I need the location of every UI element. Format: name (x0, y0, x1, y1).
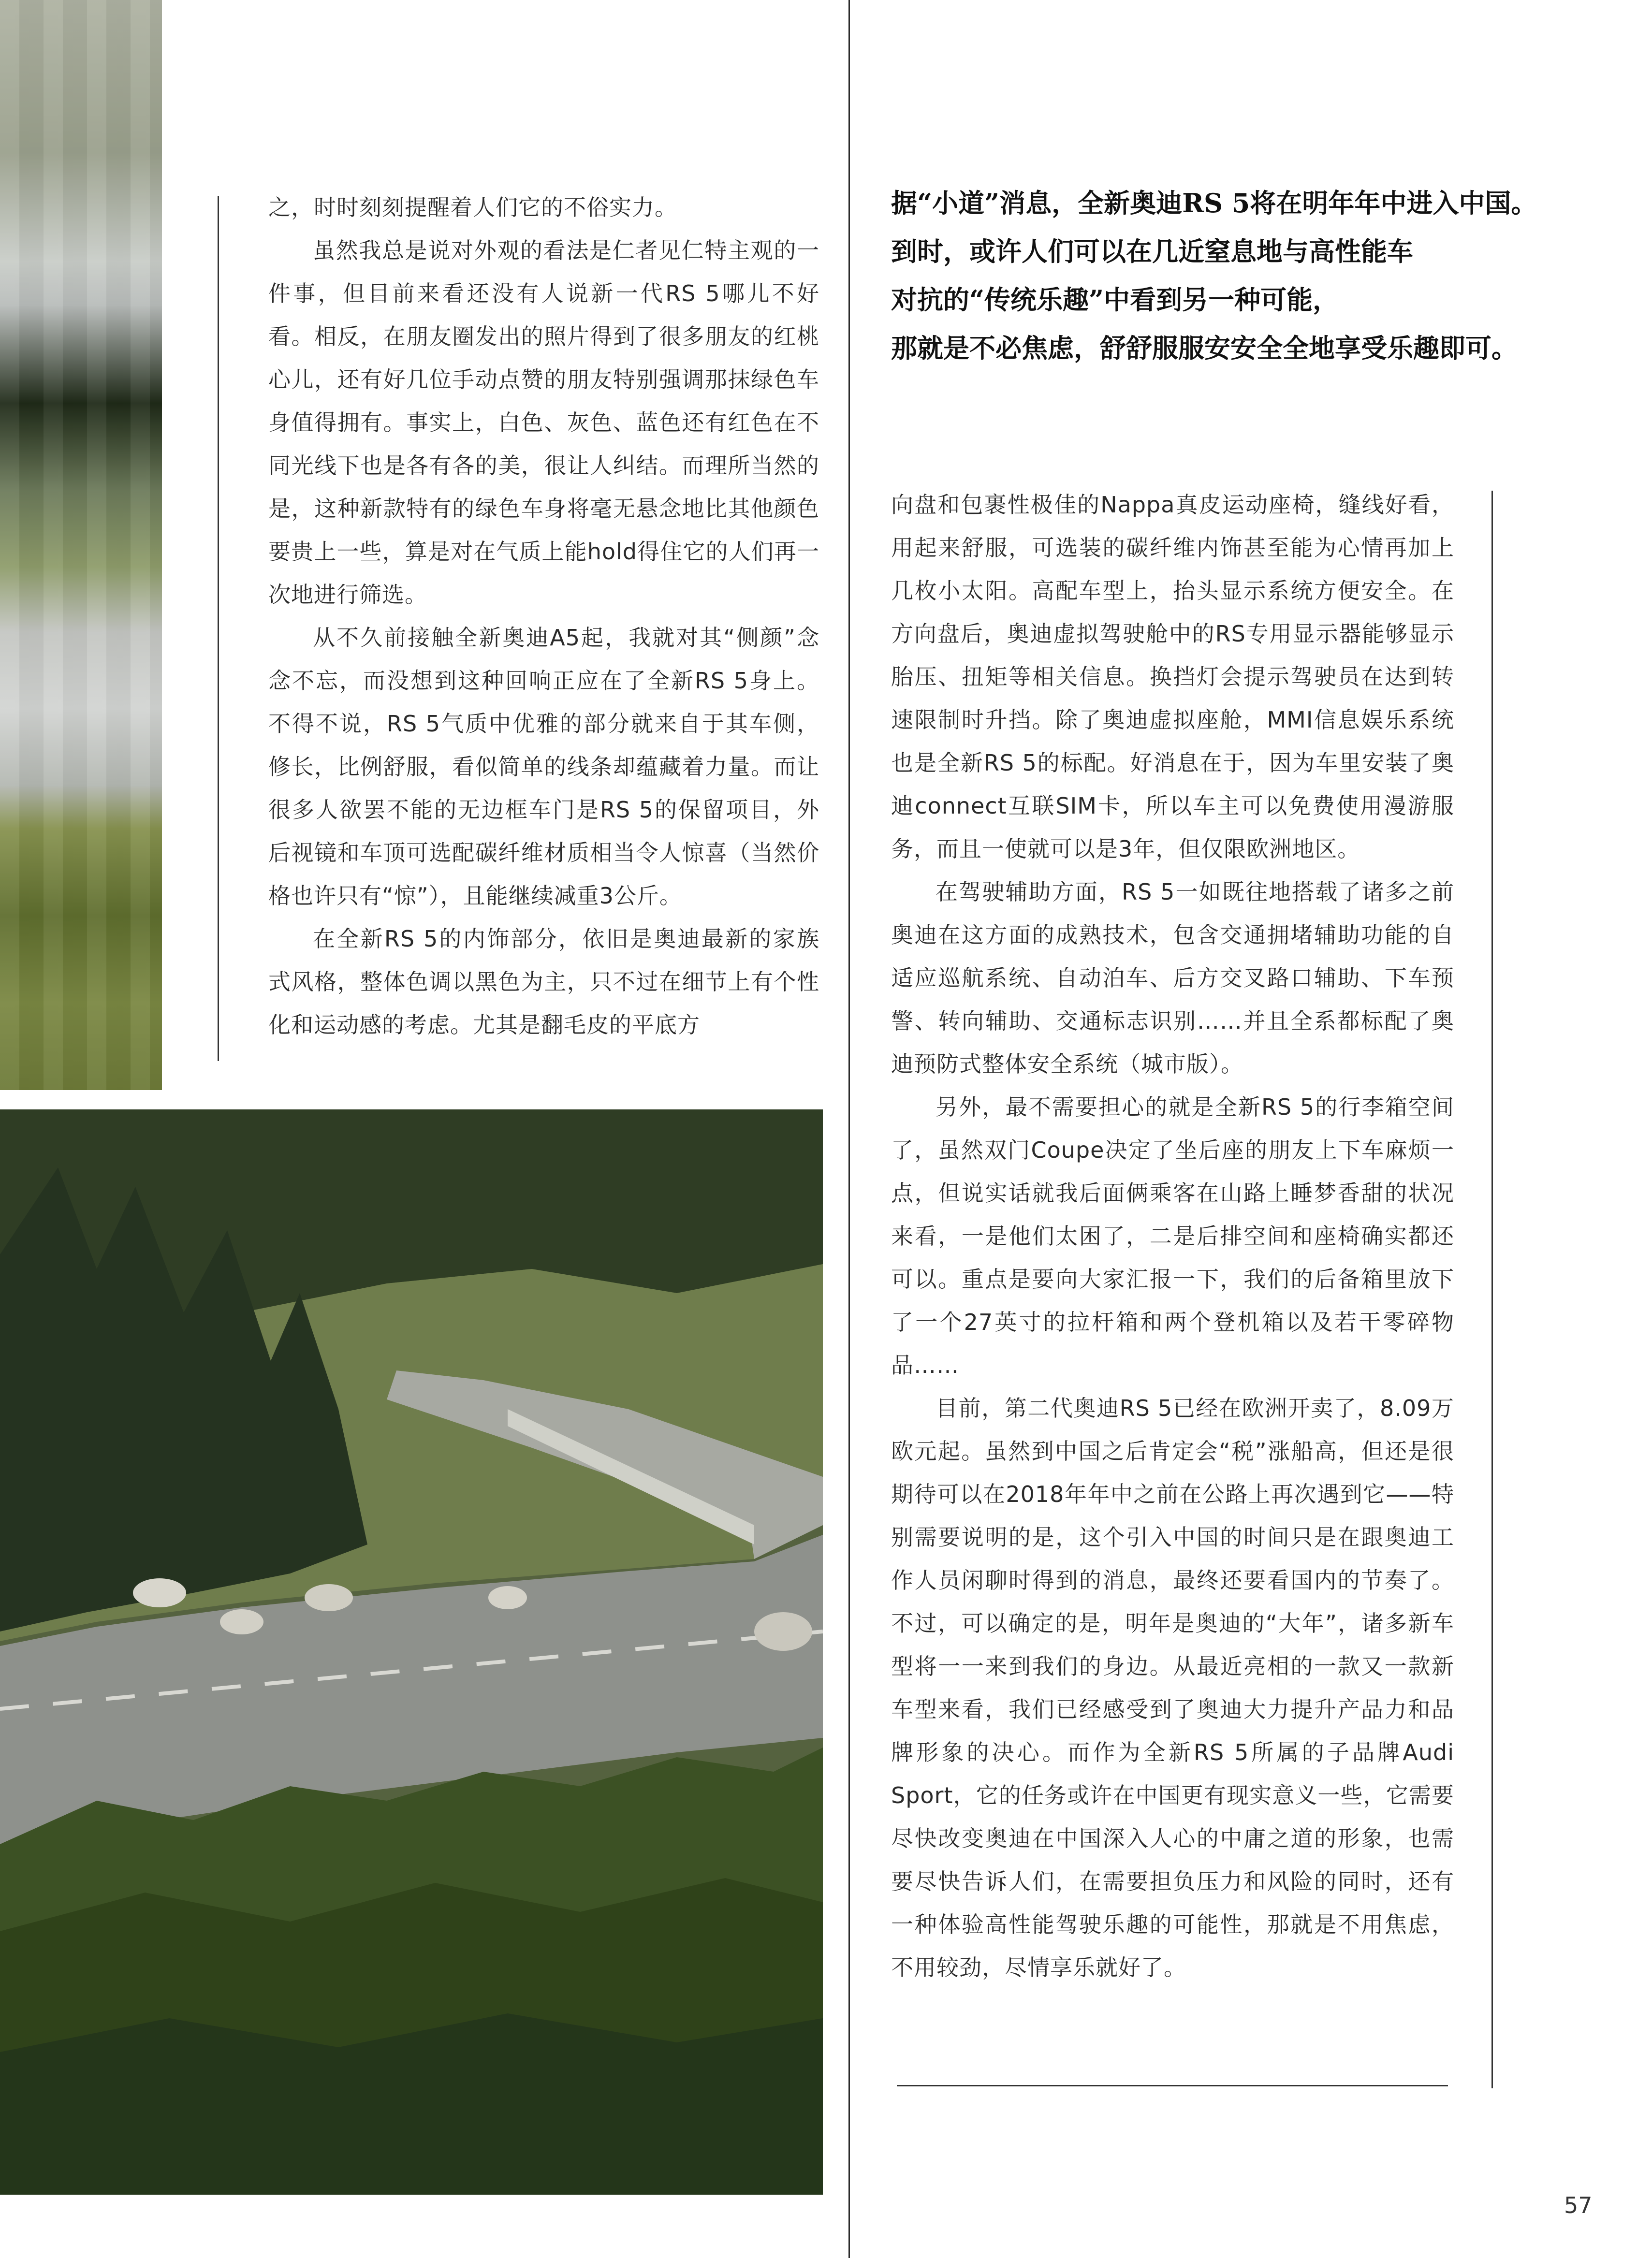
left-text-column (268, 186, 819, 1047)
pull-quote-line-3: 对抗的“传统乐趣”中看到另一种可能， (891, 284, 1339, 315)
right-paragraph-4: 目前，第二代奥迪RS 5已经在欧洲开卖了，8.09万欧元起。虽然到中国之后肯定会“税”涨船高，但还是很期待可以在2018年年中之前在公路上再次遇到它——特别需要说明的是，这个引入中国的时间只是在跟奥迪工作人员闲聊时得到的消息，最终还要看国内的节奏了。不过，可以确定的是，明年是奥迪的“大年”，诸多新车型将一一来到我们的身边。从最近亮相的一款又一款新车型来看，我们已经感受到了奥迪大力提升产品力和品牌形象的决心。而作为全新RS 5所属的子品牌Audi Sport，它的任务或许在中国更有现实意义一些，它需要尽快改变奥迪在中国深入人心的中庸之道的形象，也需要尽快告诉人们，在需要担负压力和风险的同时，还有一种体验高性能驾驶乐趣的可能性，那就是不用焦虑，不用较劲，尽情享乐就好了。 (891, 1395, 1454, 1981)
pull-quote-line-1: 据“小道”消息，全新奥迪RS 5将在明年年中进入中国。 (891, 188, 1537, 219)
bottom-rule (897, 2085, 1448, 2086)
left-paragraph-1: 之，时时刻刻提醒着人们它的不俗实力。 (268, 194, 677, 220)
page-gutter-rule (848, 0, 850, 2258)
pull-quote-line-4: 那就是不必焦虑，舒舒服服安安全全地享受乐趣即可。 (891, 333, 1518, 364)
page-number: 57 (1564, 2192, 1593, 2218)
left-paragraph-2: 虽然我总是说对外观的看法是仁者见仁特主观的一件事，但目前来看还没有人说新一代RS 5哪儿不好看。相反，在朋友圈发出的照片得到了很多朋友的红桃心儿，还有好几位手动点赞的朋友特别强调那抹绿色车身值得拥有。事实上，白色、灰色、蓝色还有红色在不同光线下也是各有各的美，很让人纠结。而理所当然的是，这种新款特有的绿色车身将毫无悬念地比其他颜色要贵上一些，算是对在气质上能hold得住它的人们再一次地进行筛选。 (268, 237, 819, 608)
pull-quote (891, 179, 1537, 372)
right-paragraph-1: 向盘和包裹性极佳的Nappa真皮运动座椅，缝线好看，用起来舒服，可选装的碳纤维内饰甚至能为心情再加上几枚小太阳。高配车型上，抬头显示系统方便安全。在方向盘后，奥迪虚拟驾驶舱中的RS专用显示器能够显示胎压、扭矩等相关信息。换挡灯会提示驾驶员在达到转速限制时升挡。除了奥迪虚拟座舱，MMI信息娱乐系统也是全新RS 5的标配。好消息在于，因为车里安装了奥迪connect互联SIM卡，所以车主可以免费使用漫游服务，而且一使就可以是3年，但仅限欧洲地区。 (891, 492, 1454, 862)
left-paragraph-4: 在全新RS 5的内饰部分，依旧是奥迪最新的家族式风格，整体色调以黑色为主，只不过在细节上有个性化和运动感的考虑。尤其是翻毛皮的平底方 (268, 926, 819, 1038)
right-paragraph-2: 在驾驶辅助方面，RS 5一如既往地搭载了诸多之前奥迪在这方面的成熟技术，包含交通拥堵辅助功能的自适应巡航系统、自动泊车、后方交叉路口辅助、下车预警、转向辅助、交通标志识别……并且全系都标配了奥迪预防式整体安全系统（城市版）。 (891, 879, 1454, 1077)
mountain-road-photo (0, 1109, 823, 2195)
motion-blur-overlay (0, 0, 162, 1090)
left-paragraph-3: 从不久前接触全新奥迪A5起，我就对其“侧颜”念念不忘，而没想到这种回响正应在了全新RS 5身上。不得不说，RS 5气质中优雅的部分就来自于其车侧，修长，比例舒服，看似简单的线条却蕴藏着力量。而让很多人欲罢不能的无边框车门是RS 5的保留项目，外后视镜和车顶可选配碳纤维材质相当令人惊喜（当然价格也许只有“惊”），且能继续减重3公斤。 (268, 625, 819, 909)
pull-quote-line-2: 到时，或许人们可以在几近窒息地与高性能车 (891, 236, 1413, 267)
left-column-rule (218, 196, 219, 1061)
mountain-road-illustration (0, 1109, 823, 2195)
right-text-column (891, 483, 1454, 1989)
right-column-rule (1491, 491, 1493, 2088)
right-paragraph-3: 另外，最不需要担心的就是全新RS 5的行李箱空间了，虽然双门Coupe决定了坐后座的朋友上下车麻烦一点，但说实话就我后面俩乘客在山路上睡梦香甜的状况来看，一是他们太困了，二是后排空间和座椅确实都还可以。重点是要向大家汇报一下，我们的后备箱里放下了一个27英寸的拉杆箱和两个登机箱以及若干零碎物品…… (891, 1094, 1454, 1378)
